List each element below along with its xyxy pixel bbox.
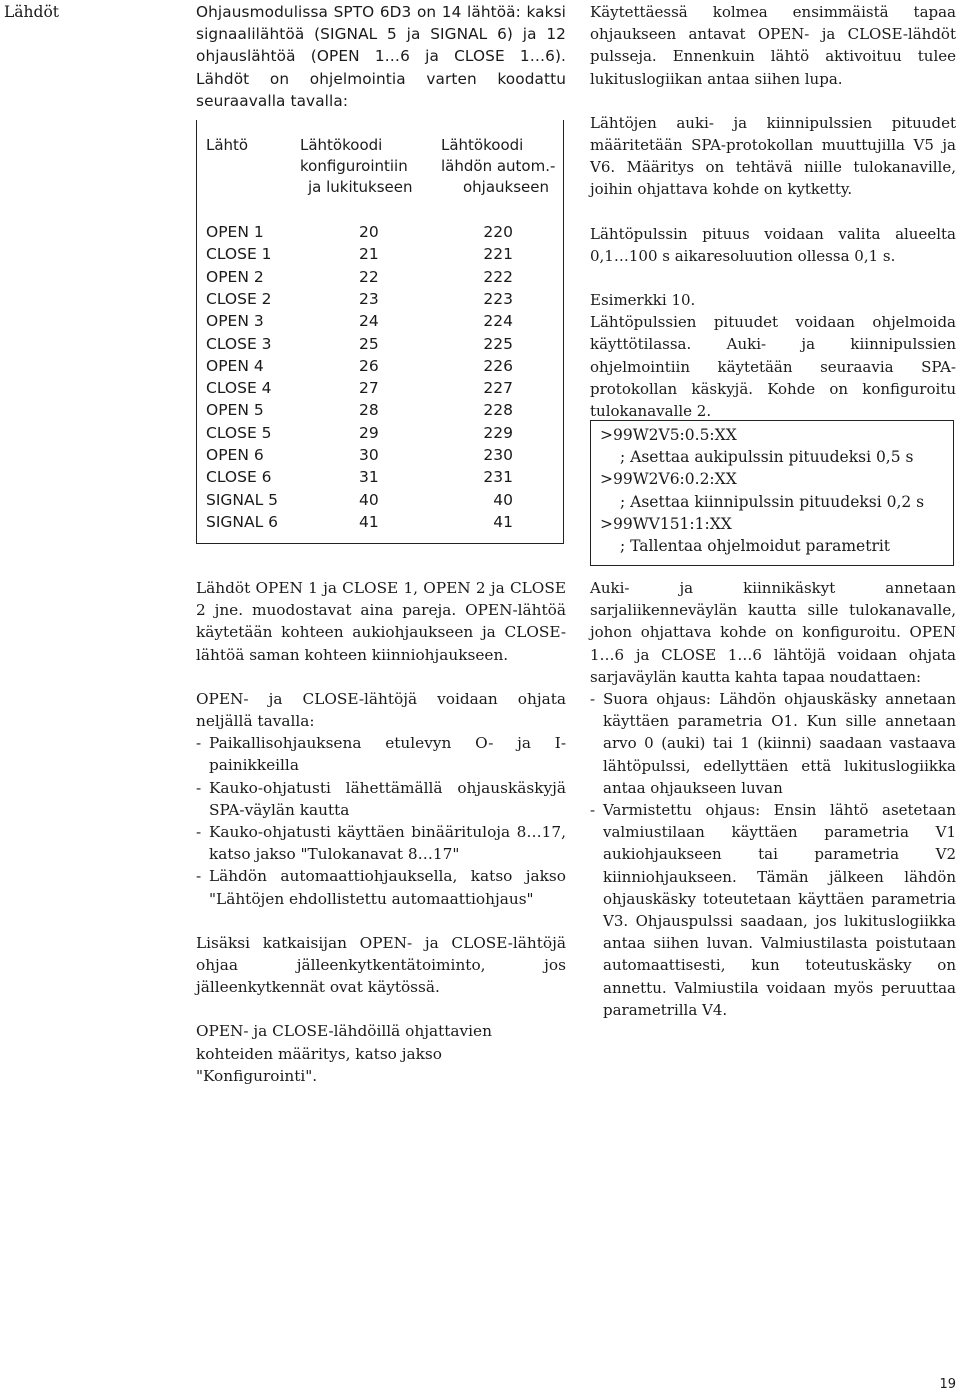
cell-config-code: 41: [359, 512, 379, 531]
cell-config-code: 25: [359, 334, 379, 353]
cell-auto-code: 226: [483, 356, 513, 375]
table-header-config-line2: konfigurointiin: [300, 157, 408, 175]
cell-auto-code: 231: [483, 468, 513, 487]
left-column-body: [196, 577, 566, 1087]
cell-output: CLOSE 5: [206, 423, 272, 442]
code-comment: ; Asettaa kiinnipulssin pituudeksi 0,2 s: [620, 493, 925, 511]
cell-auto-code: 229: [483, 423, 513, 442]
list-item: - Suora ohjaus: Lähdön ohjauskäsky annetaan käyttäen parametria O1. Kun sille annetaan arvo 0 (auki) tai 1 (kiinni) saadaan vastaava lähtöpulssi, edellyttäen että lukituslogiikka antaa ohjaukseen luvan: [590, 688, 956, 799]
code-line: >99W2V5:0.5:XX: [600, 426, 737, 444]
cell-output: CLOSE 2: [206, 289, 272, 308]
cell-config-code: 23: [359, 289, 379, 308]
output-code-table: [196, 120, 564, 544]
section-heading: Lähdöt: [4, 3, 59, 21]
cell-config-code: 22: [359, 267, 379, 286]
example-paragraph: Lähtöpulssien pituudet voidaan ohjelmoida käyttötilassa. Auki- ja kiinnipulssien ohjelmointiin käytetään seuraavia SPA-protokollan käskyjä. Kohde on konfiguroitu tulokanavalle 2.: [590, 313, 956, 421]
table-header-auto-line2: lähdön autom.-: [441, 157, 556, 175]
config-reference-paragraph: OPEN- ja CLOSE-lähdöillä ohjattavien kohteiden määritys, katso jakso "Konfigurointi".: [196, 1022, 492, 1085]
table-row: [197, 444, 563, 466]
reclose-paragraph: Lisäksi katkaisijan OPEN- ja CLOSE-lähtöjä ohjaa jälleenkytkentätoiminto, jos jälleenkytkennät ovat käytössä.: [196, 933, 566, 997]
list-item: - Paikallisohjauksena etulevyn O- ja I-painikkeilla: [196, 732, 566, 776]
table-row: [197, 377, 563, 399]
cell-output: OPEN 6: [206, 446, 264, 464]
code-example-box: [590, 420, 954, 566]
table-row: [197, 310, 563, 332]
pulse-range-paragraph: Lähtöpulssin pituus voidaan valita alueelta 0,1…100 s aikaresoluution ollessa 0,1 s.: [590, 224, 956, 265]
table-header-auto-line1: Lähtökoodi: [441, 136, 524, 154]
intro-paragraph: Ohjausmodulissa SPTO 6D3 on 14 lähtöä: kaksi signaalilähtöä (SIGNAL 5 ja SIGNAL 6) ja 12 ohjauslähtöä (OPEN 1…6 ja CLOSE 1…6). Lähdöt on ohjelmointia varten koodattu seuraavalla tavalla:: [196, 3, 566, 110]
table-row: [197, 355, 563, 377]
cell-auto-code: 228: [483, 401, 513, 420]
pulse-paragraph: Käytettäessä kolmea ensimmäistä tapaa ohjaukseen antavat OPEN- ja CLOSE-lähdöt pulsseja. Ennenkuin lähtö aktivoituu tulee lukituslogiikan antaa siihen lupa.: [590, 3, 956, 88]
cell-config-code: 30: [359, 446, 379, 464]
ways-intro: OPEN- ja CLOSE-lähtöjä voidaan ohjata neljällä tavalla:: [196, 689, 566, 731]
cell-auto-code: 40: [493, 490, 513, 509]
cell-config-code: 24: [359, 312, 379, 331]
table-row: [197, 466, 563, 488]
code-comment: ; Asettaa aukipulssin pituudeksi 0,5 s: [620, 448, 914, 466]
table-row: [197, 243, 563, 265]
cell-auto-code: 221: [483, 245, 513, 264]
cell-auto-code: 227: [483, 379, 513, 398]
table-row: [197, 266, 563, 288]
table-row: [197, 333, 563, 355]
table-header-config-line1: Lähtökoodi: [300, 136, 383, 154]
table-header-output: Lähtö: [206, 136, 249, 154]
table-header-auto-code: [441, 135, 555, 198]
cell-output: CLOSE 1: [206, 245, 272, 264]
cell-output: CLOSE 3: [206, 334, 272, 353]
table-row: [197, 511, 563, 533]
right-column: [590, 1, 956, 422]
cell-config-code: 27: [359, 379, 379, 398]
code-line: >99WV151:1:XX: [600, 515, 732, 533]
serial-paragraph: Auki- ja kiinnikäskyt annetaan sarjaliikenneväylän kautta sille tulokanavalle, johon ohjattava kohde on konfiguroitu. OPEN 1…6 ja CLOSE 1…6 lähtöjä voidaan ohjata sarjaväylän kautta kahta tapaa noudattaen:: [590, 579, 956, 686]
code-line: >99W2V6:0.2:XX: [600, 470, 737, 488]
cell-output: OPEN 1: [206, 223, 264, 241]
cell-config-code: 28: [359, 401, 379, 420]
cell-config-code: 29: [359, 423, 379, 442]
list-item: - Kauko-ohjatusti käyttäen binäärituloja 8…17, katso jakso "Tulokanavat 8…17": [196, 821, 566, 865]
cell-config-code: 26: [359, 356, 379, 375]
list-item: - Varmistettu ohjaus: Ensin lähtö asetetaan valmiustilaan käyttäen parametria V1 aukiohjaukseen tai parametria V2 kiinniohjaukseen. Tämän jälkeen lähdön ohjauskäsky toteutetaan käyttäen parametria V3. Ohjauspulssi saadaan, jos lukituslogiikka antaa siihen luvan. Valmiustilasta poistutaan automaattisesti, kun toteutuskäsky on annettu. Valmiustila voidaan myös peruuttaa parametrilla V4.: [590, 799, 956, 1021]
cell-output: CLOSE 6: [206, 468, 272, 487]
cell-output: SIGNAL 5: [206, 490, 279, 509]
cell-auto-code: 224: [483, 312, 513, 331]
cell-config-code: 40: [359, 490, 379, 509]
code-comment: ; Tallentaa ohjelmoidut parametrit: [620, 537, 891, 555]
list-item: - Lähdön automaattiohjauksella, katso jakso "Lähtöjen ehdollistettu automaattiohjaus": [196, 865, 566, 909]
cell-auto-code: 222: [483, 267, 513, 286]
cell-output: CLOSE 4: [206, 379, 272, 398]
pairs-paragraph: Lähdöt OPEN 1 ja CLOSE 1, OPEN 2 ja CLOSE 2 jne. muodostavat aina pareja. OPEN-lähtöä käytetään kohteen aukiohjaukseen ja CLOSE-lähtöä saman kohteen kiinniohjaukseen.: [196, 579, 566, 664]
table-row: [197, 221, 563, 243]
example-title: Esimerkki 10.: [590, 291, 696, 310]
cell-config-code: 21: [359, 245, 379, 264]
right-column-body: [590, 577, 956, 1021]
page-number: 19: [939, 1377, 956, 1392]
left-column-intro: [196, 1, 566, 112]
table-row: [197, 399, 563, 421]
table-row: [197, 288, 563, 310]
table-row: [197, 489, 563, 511]
cell-auto-code: 230: [483, 446, 513, 464]
cell-output: OPEN 2: [206, 267, 264, 286]
table-header-auto-line3: ohjaukseen: [463, 178, 550, 196]
cell-auto-code: 220: [483, 223, 513, 241]
cell-output: OPEN 4: [206, 356, 264, 375]
table-header-config-code: [300, 135, 413, 198]
cell-output: OPEN 5: [206, 401, 264, 420]
cell-config-code: 31: [359, 468, 379, 487]
pulse-length-paragraph: Lähtöjen auki- ja kiinnipulssien pituudet määritetään SPA-protokollan muuttujilla V5 ja V6. Määritys on tehtävä niille tulokanaville, joihin ohjattava kohde on kytketty.: [590, 113, 956, 199]
ways-list: [196, 732, 566, 910]
cell-output: SIGNAL 6: [206, 512, 279, 531]
table-header-config-line3: ja lukitukseen: [308, 178, 413, 196]
cell-output: OPEN 3: [206, 312, 264, 331]
cell-auto-code: 223: [483, 289, 513, 308]
table-row: [197, 422, 563, 444]
list-item: - Kauko-ohjatusti lähettämällä ohjauskäskyjä SPA-väylän kautta: [196, 777, 566, 821]
cell-config-code: 20: [359, 223, 379, 241]
cell-auto-code: 41: [493, 512, 513, 531]
cell-auto-code: 225: [483, 334, 513, 353]
methods-list: [590, 688, 956, 1021]
